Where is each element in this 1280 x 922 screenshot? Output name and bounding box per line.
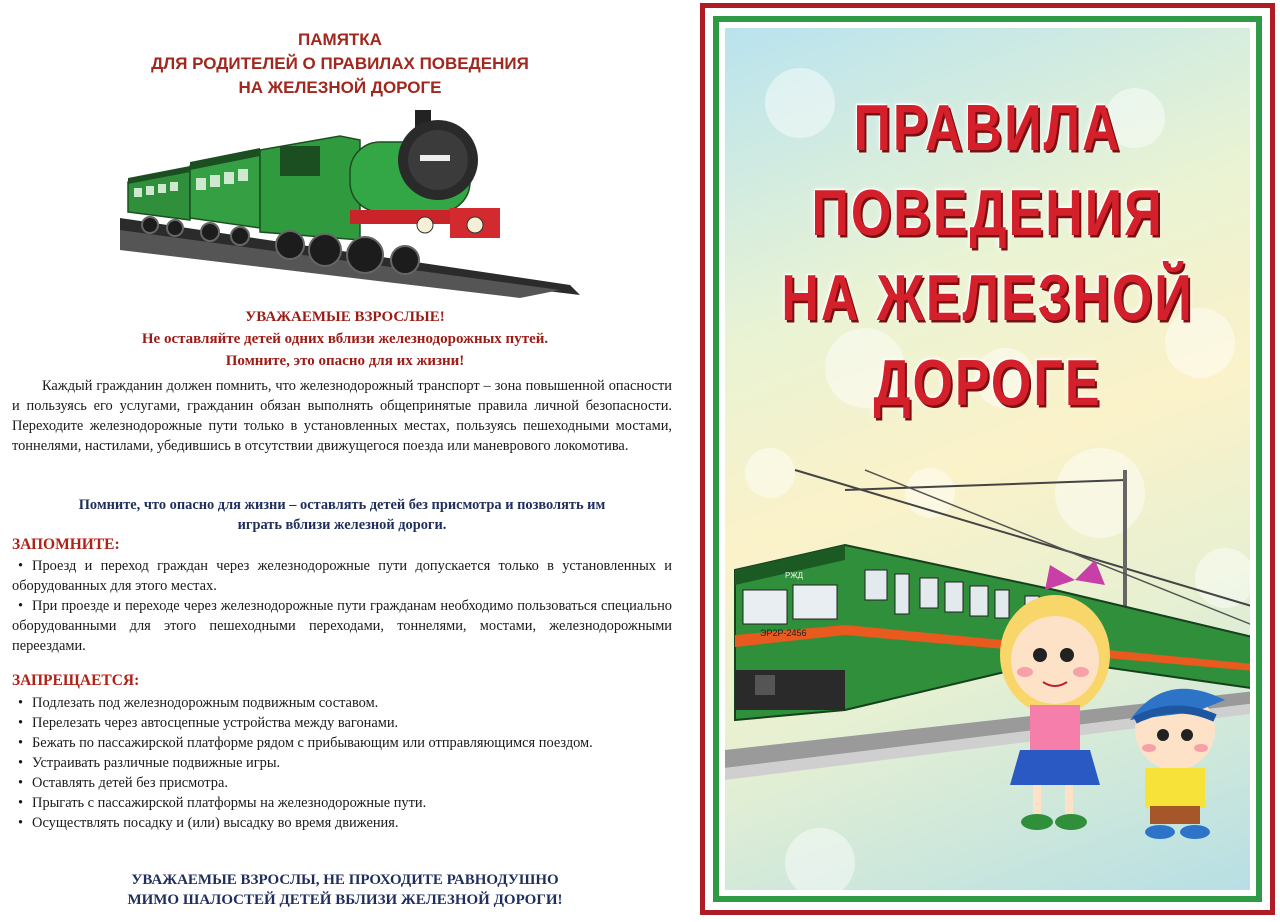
memo-title-line: ПАМЯТКА [298, 30, 382, 49]
remember-note-line: играть вблизи железной дороги. [237, 517, 447, 533]
poster-title-line: ПРАВИЛА ПОВЕДЕНИЯ [811, 92, 1164, 250]
memo-title-line: ДЛЯ РОДИТЕЛЕЙ О ПРАВИЛАХ ПОВЕДЕНИЯ [151, 54, 529, 73]
train-logo: РЖД [785, 571, 804, 580]
poster [697, 0, 1280, 922]
poster-green-frame [713, 16, 1262, 902]
list-item: • При проезде и переходе через железнодорожные пути гражданам необходимо пользоваться специально оборудованными для этого пешеходными переходами, тоннелями, мостами, железнодорожными переездами. [12, 596, 672, 656]
greeting-heading: УВАЖАЕМЫЕ ВЗРОСЛЫЕ! [245, 309, 445, 325]
memo-title [90, 28, 590, 100]
intro-paragraph [12, 376, 672, 456]
poster-scene [725, 450, 1250, 890]
list-item: • Бежать по пассажирской платформе рядом с прибывающим или отправляющимся поездом. [12, 733, 672, 753]
memo-title-line: НА ЖЕЛЕЗНОЙ ДОРОГЕ [238, 78, 442, 97]
greeting-line: Помните, это опасно для их жизни! [225, 353, 465, 369]
list-item: • Осуществлять посадку и (или) высадку во время движения. [12, 813, 672, 833]
final-appeal-line: УВАЖАЕМЫЕ ВЗРОСЛЫ, НЕ ПРОХОДИТЕ РАВНОДУШНО [131, 872, 559, 888]
list-item: • Оставлять детей без присмотра. [12, 773, 672, 793]
greeting-line: Не оставляйте детей одних вблизи железнодорожных путей. [141, 331, 549, 347]
final-appeal [0, 870, 690, 910]
poster-title [725, 86, 1250, 426]
greeting [0, 306, 690, 372]
forbidden-heading: ЗАПРЕЩАЕТСЯ: [12, 672, 140, 689]
list-item: • Устраивать различные подвижные игры. [12, 753, 672, 773]
steam-locomotive-illustration [120, 100, 580, 300]
remember-note-line: Помните, что опасно для жизни – оставлять детей без присмотра и позволять им [78, 497, 606, 513]
poster-title-line: НА ЖЕЛЕЗНОЙ ДОРОГЕ [781, 262, 1194, 420]
intro-paragraph-text: Каждый гражданин должен помнить, что железнодорожный транспорт – зона повышенной опасности и пользуясь его услугами, гражданин обязан выполнять общепринятые правила личной безопасности. Переходите железнодорожные пути только в установленных местах, пользуясь пешеходными мостами, тоннелями, настилами, убедившись в отсутствии движущегося поезда или маневрового локомотива. [12, 378, 672, 454]
poster-background [725, 28, 1250, 890]
poster-red-frame [700, 3, 1275, 915]
forbidden-list [12, 693, 672, 833]
list-item: • Перелезать через автосцепные устройства между вагонами. [12, 713, 672, 733]
remember-heading: ЗАПОМНИТЕ: [12, 536, 120, 553]
list-item: • Прыгать с пассажирской платформы на железнодорожные пути. [12, 793, 672, 813]
train-number: ЭР2Р-2456 [760, 628, 807, 638]
list-item: • Проезд и переход граждан через железнодорожные пути допускается только в установленных и оборудованных для этого местах. [12, 556, 672, 596]
list-item: • Подлезать под железнодорожным подвижным составом. [12, 693, 672, 713]
final-appeal-line: МИМО ШАЛОСТЕЙ ДЕТЕЙ ВБЛИЗИ ЖЕЛЕЗНОЙ ДОРОГИ! [127, 892, 563, 908]
remember-note [12, 495, 672, 535]
remember-list [12, 556, 672, 656]
